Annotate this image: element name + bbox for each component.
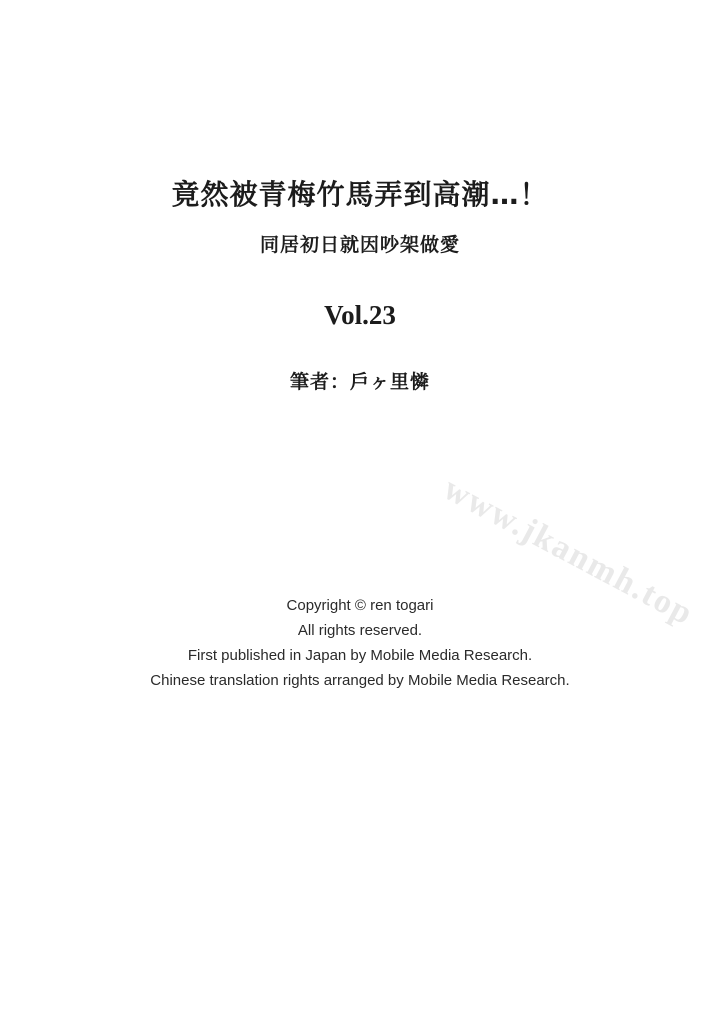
- volume-label: Vol.23: [324, 300, 396, 331]
- page-subtitle: 同居初日就因吵架做愛: [259, 233, 460, 256]
- page-title: 竟然被青梅竹馬弄到高潮…！: [171, 178, 549, 211]
- watermark-text: www.jkanmh.top: [437, 470, 700, 633]
- copyright-block: [0, 593, 720, 693]
- author-label: 筆者：戶ヶ里憐: [289, 371, 430, 394]
- copyright-line: Copyright © ren togari: [286, 597, 434, 614]
- copyright-line: All rights reserved.: [297, 622, 423, 639]
- copyright-line: Chinese translation rights arranged by Mobile Media Research.: [150, 672, 570, 689]
- title-block: [0, 0, 720, 394]
- copyright-line: First published in Japan by Mobile Media Research.: [187, 647, 533, 664]
